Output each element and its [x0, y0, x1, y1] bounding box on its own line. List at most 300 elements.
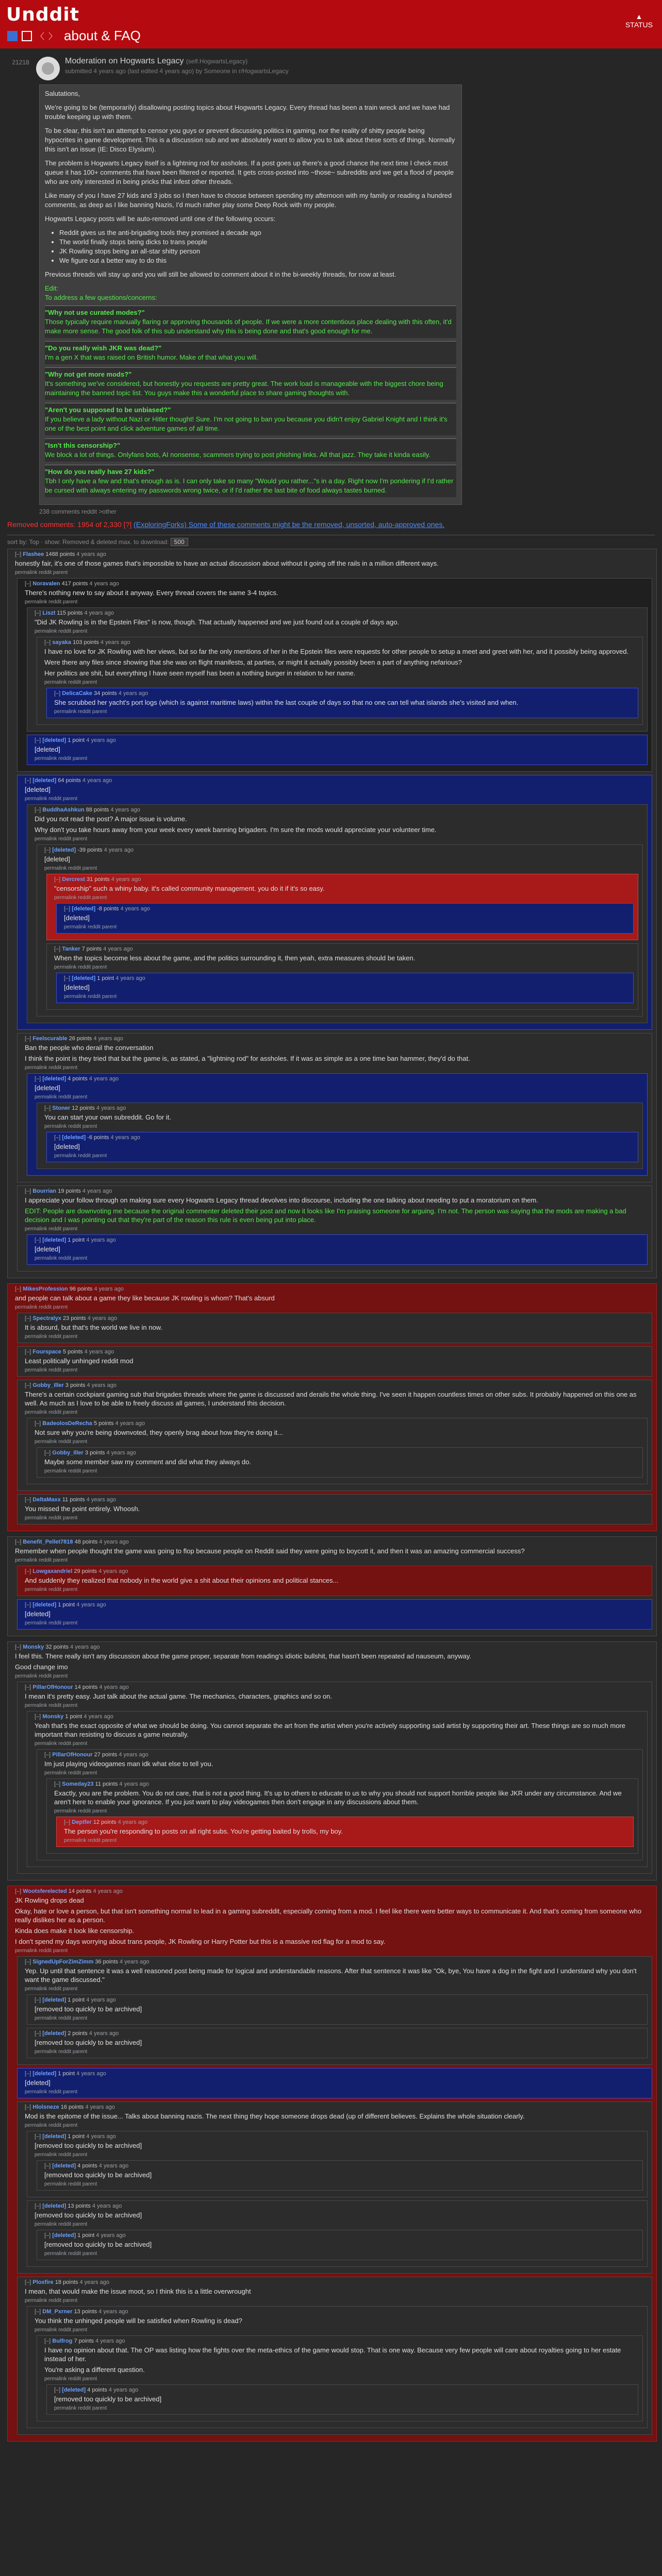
comment-footer-links[interactable]: permalink reddit parent [54, 895, 107, 901]
comment-footer-links[interactable]: permalink reddit parent [44, 1468, 97, 1474]
collapse-toggle[interactable]: [–] [25, 1315, 33, 1321]
comment-author[interactable]: Liszt [42, 610, 56, 616]
collapse-toggle[interactable]: [–] [15, 1888, 23, 1894]
comment-footer-links[interactable]: permalink reddit parent [35, 1439, 88, 1445]
comment-author[interactable]: [deleted] [42, 1237, 67, 1243]
collapse-toggle[interactable]: [–] [35, 807, 43, 813]
comment-tagline [15, 551, 652, 557]
comment-author[interactable]: sayaka [52, 639, 72, 646]
comment-author[interactable]: [deleted] [52, 847, 76, 853]
comment-author[interactable]: Bulfrog [52, 2338, 73, 2344]
collapse-toggle[interactable]: [–] [25, 1602, 33, 1608]
comment-replies [46, 874, 638, 1010]
comment-text: Ban the people who derail the conversation [25, 1044, 154, 1052]
comment [37, 637, 643, 725]
comment-score: 5 points [63, 1349, 83, 1355]
comment-author[interactable]: Monsky [42, 1714, 64, 1720]
comment-tagline [35, 2309, 643, 2315]
comment-text: You're asking a different question. [44, 2366, 145, 2374]
comment-text: You think the unhinged people will be satisfied when Rowling is dead? [35, 2317, 242, 2325]
collapse-toggle[interactable]: [–] [64, 975, 72, 981]
comment-body [25, 1504, 648, 1513]
comment-footer-links[interactable]: permalink reddit parent [44, 2181, 97, 2187]
comment-footer-links[interactable]: permalink reddit parent [25, 1515, 78, 1521]
comment-author[interactable]: Gobby_Iller [52, 1450, 84, 1456]
comment-score: 1 point [58, 1602, 75, 1608]
comment-score: 1 point [58, 2071, 75, 2077]
comment-author[interactable]: [deleted] [72, 975, 96, 981]
collapse-toggle[interactable]: [–] [54, 2387, 62, 2393]
selftext-para: We're going to be (temporarily) disallowing posting topics about Hogwarts Legacy. Every thread has been a train wreck and we have had trouble keeping up with them. [45, 104, 450, 121]
comment-author[interactable]: [deleted] [42, 1076, 67, 1082]
comment-footer-links[interactable]: permalink reddit parent [64, 924, 117, 930]
collapse-toggle[interactable]: [–] [44, 1450, 53, 1456]
comment-body [25, 2078, 648, 2087]
chevron-right-icon[interactable]: 〉 [48, 32, 57, 41]
collapse-toggle[interactable]: [–] [15, 551, 23, 557]
comment-footer-links[interactable]: permalink reddit parent [54, 1808, 107, 1814]
comment-tagline [35, 2203, 643, 2209]
page-title[interactable]: about & FAQ [64, 28, 141, 43]
comment-body [15, 559, 652, 568]
comment-author[interactable]: [deleted] [42, 2030, 67, 2037]
comment-text: [deleted] [35, 745, 60, 753]
comment-score: 48 points [74, 1539, 98, 1545]
status-icon: ▲ [635, 12, 643, 21]
comment-author[interactable]: Monsky [23, 1644, 44, 1650]
comment-score: 115 points [57, 610, 83, 616]
comment-tagline [54, 946, 634, 952]
show-filter[interactable]: show: Removed & deleted max. to download: [44, 538, 169, 546]
comment-age: 4 years ago [89, 2030, 119, 2037]
comment-footer-links[interactable]: permalink reddit parent [25, 1620, 78, 1626]
comment-author[interactable]: [deleted] [42, 1997, 67, 2003]
collapse-toggle[interactable]: [–] [44, 2338, 53, 2344]
comment-body [25, 1357, 648, 1365]
comment-score: 4 points [77, 2163, 97, 2169]
comment-footer-links[interactable]: permalink reddit parent [25, 2298, 78, 2303]
comment-footer-links[interactable]: permalink reddit parent [35, 1741, 88, 1747]
comment-footer-links[interactable]: permalink reddit parent [25, 1587, 78, 1592]
comment-footer-links[interactable]: permalink reddit parent [35, 629, 88, 634]
post-thumbnail[interactable] [36, 57, 60, 80]
comment-text: Why don't you take hours away from your week every week banning brigaders. I'm sure the mods would appreciate your volunteer time. [35, 826, 437, 834]
comment-footer-links[interactable]: permalink reddit parent [44, 1770, 97, 1776]
comment-footer-links[interactable]: permalink reddit parent [44, 866, 97, 871]
comment-age: 4 years ago [86, 2133, 116, 2140]
comment [46, 688, 638, 718]
comment-text: Least politically unhinged reddit mod [25, 1357, 134, 1365]
collapse-toggle[interactable]: [–] [35, 1714, 43, 1720]
collapse-toggle[interactable]: [–] [44, 1752, 53, 1758]
comment-author[interactable]: Noravalen [32, 581, 60, 587]
comment-footer-links[interactable]: permalink reddit parent [54, 1153, 107, 1159]
faq-item [45, 341, 456, 364]
comment-text: When the topics become less about the game, and the politics surrounding it, then yeah, extra measures should be taken. [54, 954, 416, 962]
collapse-toggle[interactable]: [–] [25, 1349, 33, 1355]
collapse-toggle[interactable]: [–] [25, 1497, 33, 1503]
comment-replies [37, 1447, 643, 1478]
comment-footer-links[interactable]: permalink reddit parent [35, 2152, 88, 2158]
collapse-toggle[interactable]: [–] [35, 1997, 43, 2003]
home-icon[interactable] [7, 31, 18, 41]
removed-count: Removed comments: 1954 of 2,330 [?] [7, 520, 132, 529]
collapse-toggle[interactable]: [–] [25, 1684, 33, 1690]
faq-answer: Tbh I only have a few and that's enough as is. I can only take so many "Would you rather..."s in a day. Right now I'm pondering if I'd rather be cursed with always entering my passwords wrong twice, or if I'd rather the last bite of food always tastes burned. [45, 477, 454, 494]
comment-score: 1 point [68, 737, 85, 743]
collapse-toggle[interactable]: [–] [44, 2163, 53, 2169]
collapse-toggle[interactable]: [–] [25, 1188, 33, 1194]
comment-footer-links[interactable]: permalink reddit parent [35, 2222, 88, 2227]
collapse-toggle[interactable]: [–] [25, 581, 33, 587]
comment-footer-links[interactable]: permalink reddit parent [54, 2405, 107, 2411]
collapse-toggle[interactable]: [–] [54, 876, 62, 883]
comment-text: I appreciate your follow through on making sure every Hogwarts Legacy thread devolves into discourse, including the one talking about needing to put a moratorium on them. [25, 1196, 538, 1204]
comment-footer-links[interactable]: permalink reddit parent [54, 709, 107, 715]
comment-footer-links[interactable]: permalink reddit parent [25, 1986, 78, 1992]
comment-footer-links[interactable]: permalink reddit parent [25, 2123, 78, 2128]
comment-score: 3 points [85, 1450, 105, 1456]
comment-author[interactable]: [deleted] [32, 777, 57, 784]
comment-score: 96 points [69, 1286, 93, 1292]
comment [27, 607, 648, 732]
comment-footer-links[interactable]: permalink reddit parent [35, 2015, 88, 2021]
collapse-toggle[interactable]: [–] [25, 2104, 33, 2110]
comment-replies [17, 1956, 652, 2435]
post-domain[interactable]: (self.HogwartsLegacy) [186, 58, 248, 65]
comment-text: There's a certain cockpiant gaming sub that brigades threads where the game is discussed and derails the whole thing. I've seen it happen countless times on other subs. It probably happened on this one as well. As much as I love to be able to freely discuss all games, I understand this decision. [25, 1391, 637, 1407]
collapse-toggle[interactable]: [–] [15, 1286, 23, 1292]
comment-tagline [54, 1134, 634, 1141]
comment-footer-links[interactable]: permalink reddit parent [15, 1673, 68, 1679]
comment-footer-links[interactable]: permalink reddit parent [44, 2376, 97, 2382]
comment-text: Kinda does make it look like censorship. [15, 1927, 135, 1935]
comment-tagline [25, 777, 648, 784]
comment-body [25, 1692, 648, 1701]
comment-footer-links[interactable]: permalink reddit parent [25, 2089, 78, 2095]
selftext-para: The problem is Hogwarts Legacy itself is a lightning rod for assholes. If a post goes up there's a good chance the next time I check most queue it has 100+ comments that have been filtered or reported. It gets cross-posted into ~those~ subreddits and we get a flood of people who are only interested in being pricks that infest other threads. [45, 159, 454, 185]
comment-footer-links[interactable]: permalink reddit parent [35, 1094, 88, 1100]
comment-footer-links[interactable]: permalink reddit parent [44, 1124, 97, 1129]
comment-text: Did you not read the post? A major issue is volume. [35, 815, 187, 823]
comment-author[interactable]: DM_Pxrner [42, 2309, 73, 2315]
comment-age: 4 years ago [110, 807, 140, 813]
comment-author[interactable]: Dercrest [62, 876, 85, 883]
comment [46, 1132, 638, 1162]
collapse-toggle[interactable]: [–] [44, 639, 53, 646]
comment-age: 4 years ago [119, 1781, 149, 1787]
comment-body [54, 698, 634, 707]
comment-tagline [35, 1714, 643, 1720]
comment-replies [46, 1132, 638, 1162]
comment-author[interactable]: Lowgaxandriel [32, 1568, 73, 1574]
comment-body [35, 2005, 643, 2013]
faq-intro: To address a few questions/concerns: [45, 294, 157, 301]
comment-footer-links[interactable]: permalink reddit parent [25, 796, 78, 802]
comment-footer-links[interactable]: permalink reddit parent [15, 570, 68, 575]
collapse-toggle[interactable]: [–] [54, 690, 62, 697]
chevron-left-icon[interactable]: 〈 [36, 32, 45, 41]
comment [17, 1380, 652, 1491]
comment-body [44, 2171, 638, 2179]
comment-score: 18 points [55, 2279, 78, 2285]
collapse-toggle[interactable]: [–] [25, 1382, 33, 1388]
selftext-para: Hogwarts Legacy posts will be auto-removed until one of the following occurs: [45, 215, 276, 223]
comment [27, 1711, 648, 1867]
comment-age: 4 years ago [79, 2279, 109, 2285]
comment-footer-links[interactable]: permalink reddit parent [25, 1410, 78, 1415]
comment-author[interactable]: Benefit_Pellet7818 [23, 1539, 73, 1545]
comment [46, 1778, 638, 1854]
comment-score: -6 points [87, 1134, 109, 1141]
comment-age: 4 years ago [115, 975, 145, 981]
comment-body [25, 1196, 648, 1224]
comment-age: 4 years ago [119, 1752, 148, 1758]
comment-age: 4 years ago [86, 1497, 117, 1503]
comment-body [15, 1896, 652, 1946]
comment-tagline [35, 2133, 643, 2140]
comment-footer-links[interactable]: permalink reddit parent [35, 756, 88, 761]
comment-footer-links[interactable]: permalink reddit parent [35, 836, 88, 842]
comment-author[interactable]: [deleted] [42, 2203, 67, 2209]
comment [17, 1682, 652, 1874]
comment-footer-links[interactable]: permalink reddit parent [64, 1838, 117, 1843]
comment-footer-links[interactable]: permalink reddit parent [25, 1367, 78, 1373]
comment-tagline [35, 610, 643, 616]
comment-text: Remember when people thought the game was going to flop because people on Reddit said they were going to boycott it, and then it was an amazing commercial success? [15, 1547, 525, 1555]
comment [37, 2335, 643, 2421]
collapse-toggle[interactable]: [–] [44, 1105, 53, 1111]
comment-author[interactable]: Ploxfire [32, 2279, 54, 2285]
collapse-toggle[interactable]: [–] [35, 1237, 43, 1243]
collapse-toggle[interactable]: [–] [35, 737, 43, 743]
comment-score: 5 points [93, 1420, 114, 1427]
comment-tagline [35, 1076, 643, 1082]
download-limit-input[interactable]: 500 [171, 538, 188, 546]
comment-body [25, 588, 648, 597]
comment-author[interactable]: [deleted] [32, 1602, 57, 1608]
comment [17, 1313, 652, 1343]
comment [37, 844, 643, 1016]
comment-score: 32 points [45, 1644, 69, 1650]
comment-author[interactable]: DeltaMaxx [32, 1497, 61, 1503]
collapse-toggle[interactable]: [–] [35, 2203, 43, 2209]
comment-footer-links[interactable]: permalink reddit parent [25, 1226, 78, 1232]
comment-author[interactable]: Tanker [62, 946, 80, 952]
comment-tagline [25, 581, 648, 587]
comment-author[interactable]: Fourspace [32, 1349, 61, 1355]
comment-replies [37, 1103, 643, 1169]
comment-footer-links[interactable]: permalink reddit parent [64, 994, 117, 999]
comment-text: [deleted] [44, 855, 70, 863]
nav-bar [7, 28, 141, 44]
comment-text: [removed too quickly to be archived] [44, 2241, 152, 2248]
comment-age: 4 years ago [106, 1450, 136, 1456]
collapse-toggle[interactable]: [–] [44, 2232, 53, 2239]
comment-score: 34 points [94, 690, 117, 697]
comment-tagline [25, 2071, 648, 2077]
collapse-toggle[interactable]: [–] [25, 1036, 33, 1042]
comment-text: Maybe some member saw my comment and did what they always do. [44, 1458, 252, 1466]
comment-body [25, 1967, 648, 1984]
collapse-toggle[interactable]: [–] [35, 2309, 43, 2315]
comment [17, 578, 652, 772]
comment-body [35, 1721, 643, 1739]
comment-author[interactable]: [deleted] [52, 2232, 76, 2239]
comment-body [35, 2141, 643, 2150]
collapse-toggle[interactable]: [–] [44, 847, 53, 853]
comment-tagline [25, 1188, 648, 1194]
comment-age: 4 years ago [76, 2071, 106, 2077]
comment-author[interactable]: [deleted] [32, 2071, 57, 2077]
comment-author[interactable]: MikesProfession [23, 1286, 68, 1292]
collapse-toggle[interactable]: [–] [15, 1644, 23, 1650]
comment-footer-links[interactable]: permalink reddit parent [25, 1065, 78, 1071]
comment-tagline [25, 1684, 648, 1690]
comment-footer-links[interactable]: permalink reddit parent [35, 2327, 88, 2333]
comment-author[interactable]: PillarOfHonour [32, 1684, 73, 1690]
comment-author[interactable]: Bourrian [32, 1188, 57, 1194]
comment-author[interactable]: DelicaCake [62, 690, 93, 697]
removed-info-link[interactable]: (ExploringForks) Some of these comments might be the removed, unsorted, auto-approved ones. [134, 520, 445, 529]
comment-author[interactable]: [deleted] [42, 737, 67, 743]
collapse-toggle[interactable]: [–] [15, 1539, 23, 1545]
collapse-toggle[interactable]: [–] [35, 1076, 43, 1082]
comment-age: 4 years ago [86, 1237, 116, 1243]
comment-text: Good change imo [15, 1663, 68, 1671]
collapse-toggle[interactable]: [–] [54, 1781, 62, 1787]
selftext-para: To be clear, this isn't an attempt to censor you guys or prevent discussing politics in gaming, nor the reality of shitty people being hypocrites in game development. This is a discussion sub and we absolutely want to allow you to talk about these sorts of things. Normally this isn't an issue (IE: Disco Elysium). [45, 127, 455, 153]
comment [7, 549, 657, 1278]
faq-answer: Those typically require manually flaring or approving thousands of people. If we were a more contentious place dealing with this often, it'd make more sense. The good folk of this sub understand why this is being done and that's good enough for me. [45, 318, 452, 335]
collapse-toggle[interactable]: [–] [64, 906, 72, 912]
comment [27, 2306, 648, 2428]
comment-author[interactable]: Deptfer [72, 1819, 92, 1825]
comment-author[interactable]: Wootsferelected [23, 1888, 67, 1894]
comment [17, 1033, 652, 1182]
comment-body [44, 1113, 638, 1122]
comment-author[interactable]: BadeolosDeRecha [42, 1420, 92, 1427]
faq-answer: I'm a gen X that was raised on British humor. Make of that what you will. [45, 353, 258, 361]
comment-footer-links[interactable]: permalink reddit parent [25, 1334, 78, 1340]
comment-author[interactable]: [deleted] [42, 2133, 67, 2140]
comment-body [25, 2287, 648, 2296]
comment-author[interactable]: Someday23 [62, 1781, 94, 1787]
comment-tagline [15, 1888, 652, 1894]
comment-author[interactable]: SignedUpForZimZimm [32, 1959, 94, 1965]
collapse-toggle[interactable]: [–] [25, 2279, 33, 2285]
comment-author[interactable]: Flashee [23, 551, 44, 557]
comment-tagline [44, 2163, 638, 2169]
comment [17, 1599, 652, 1630]
comment-tagline [25, 1497, 648, 1503]
collapse-toggle[interactable]: [–] [25, 1568, 33, 1574]
comment-text: Im just playing videogames man idk what else to tell you. [44, 1760, 213, 1768]
comment-footer-links[interactable]: permalink reddit parent [35, 2049, 88, 2055]
comment-author[interactable]: Hlolsneze [32, 2104, 59, 2110]
comment-author[interactable]: [deleted] [62, 1134, 86, 1141]
comment [46, 943, 638, 1010]
collapse-toggle[interactable]: [–] [64, 1819, 72, 1825]
comment-tagline [44, 639, 638, 646]
comment-tagline [44, 1450, 638, 1456]
brand-logo[interactable]: Unddit [6, 4, 79, 25]
collapse-toggle[interactable]: [–] [35, 610, 43, 616]
comment-text: [deleted] [35, 1084, 60, 1092]
comment-footer-links[interactable]: permalink reddit parent [15, 1948, 68, 1954]
comment-tagline [15, 1286, 652, 1292]
collapse-toggle[interactable]: [–] [54, 1134, 62, 1141]
collapse-toggle[interactable]: [–] [35, 2133, 43, 2140]
comment-footer-links[interactable]: permalink reddit parent [44, 2251, 97, 2257]
comment-author[interactable]: Gobby_Iller [32, 1382, 64, 1388]
comment-author[interactable]: PillarOfHonour [52, 1752, 93, 1758]
comment-footer-links[interactable]: permalink reddit parent [25, 1703, 78, 1708]
comment [17, 1956, 652, 2065]
post-title[interactable]: Moderation on Hogwarts Legacy [65, 57, 184, 65]
comment-age: 4 years ago [70, 1644, 100, 1650]
collapse-toggle[interactable]: [–] [54, 946, 62, 952]
comment-tagline [64, 906, 629, 912]
comment-author[interactable]: Feelscurable [32, 1036, 68, 1042]
comment-body [15, 1294, 652, 1302]
list-item: • Reddit gives us the anti-brigading tools they promised a decade ago [59, 228, 456, 238]
comment-text: Her politics are shit, but everything I have seen myself has been a nothing burger in relation to her name. [44, 669, 356, 677]
comment-footer-links[interactable]: permalink reddit parent [25, 599, 78, 605]
comment-footer-links[interactable]: permalink reddit parent [54, 964, 107, 970]
comment-body [44, 2240, 638, 2249]
sort-select[interactable]: sort by: Top [7, 538, 39, 546]
comment-age: 4 years ago [99, 1684, 129, 1690]
comment-footer-links[interactable]: permalink reddit parent [15, 1304, 68, 1310]
comment-replies [17, 1682, 652, 1874]
post-links[interactable]: 238 comments reddit >other [39, 508, 117, 515]
comment-text: I mean it's pretty easy. Just talk about the actual game. The mechanics, characters, graphics and so on. [25, 1692, 332, 1700]
comment-replies [37, 844, 643, 1016]
comment-score: -39 points [77, 847, 103, 853]
comment-replies [37, 2230, 643, 2260]
comment-text: [removed too quickly to be archived] [35, 2142, 142, 2149]
list-item: • The world finally stops being dicks to trans people [59, 238, 456, 247]
collapse-toggle[interactable]: [–] [35, 1420, 43, 1427]
comment-footer-links[interactable]: permalink reddit parent [35, 1256, 88, 1261]
collapse-toggle[interactable]: [–] [35, 2030, 43, 2037]
collapse-toggle[interactable]: [–] [25, 1959, 33, 1965]
collapse-toggle[interactable]: [–] [25, 2071, 33, 2077]
comment-author[interactable]: [deleted] [52, 2163, 76, 2169]
comment-footer-links[interactable]: permalink reddit parent [44, 680, 97, 685]
comment-age: 4 years ago [84, 610, 114, 616]
comment-score: 1 point [68, 1997, 85, 2003]
comment-author[interactable]: BuddhaAshkun [42, 807, 85, 813]
comment-age: 4 years ago [87, 1382, 117, 1388]
comment [27, 2028, 648, 2058]
collapse-toggle[interactable]: [–] [25, 777, 33, 784]
comment-score: 1 point [97, 975, 114, 981]
comment-footer-links[interactable]: permalink reddit parent [15, 1557, 68, 1563]
comment-text: It is absurd, but that's the world we live in now. [25, 1324, 162, 1331]
comment-text: I feel this. There really isn't any discussion about the game proper, separate from reading's idiotic bullshit, that hasn't been repeated ad nauseum, anyway. [15, 1652, 471, 1660]
comment-author[interactable]: Stoner [52, 1105, 71, 1111]
comment-age: 4 years ago [86, 1997, 116, 2003]
comment-author[interactable]: [deleted] [62, 2387, 86, 2393]
comment-author[interactable]: [deleted] [72, 906, 96, 912]
comment-text: "censorship" such a whiny baby. it's called community management. you do it if it's so easy. [54, 885, 325, 892]
menu-icon[interactable] [22, 31, 32, 41]
comment-body [35, 745, 643, 754]
status-link[interactable] [625, 12, 653, 29]
comment-author[interactable]: Spectralyx [32, 1315, 61, 1321]
